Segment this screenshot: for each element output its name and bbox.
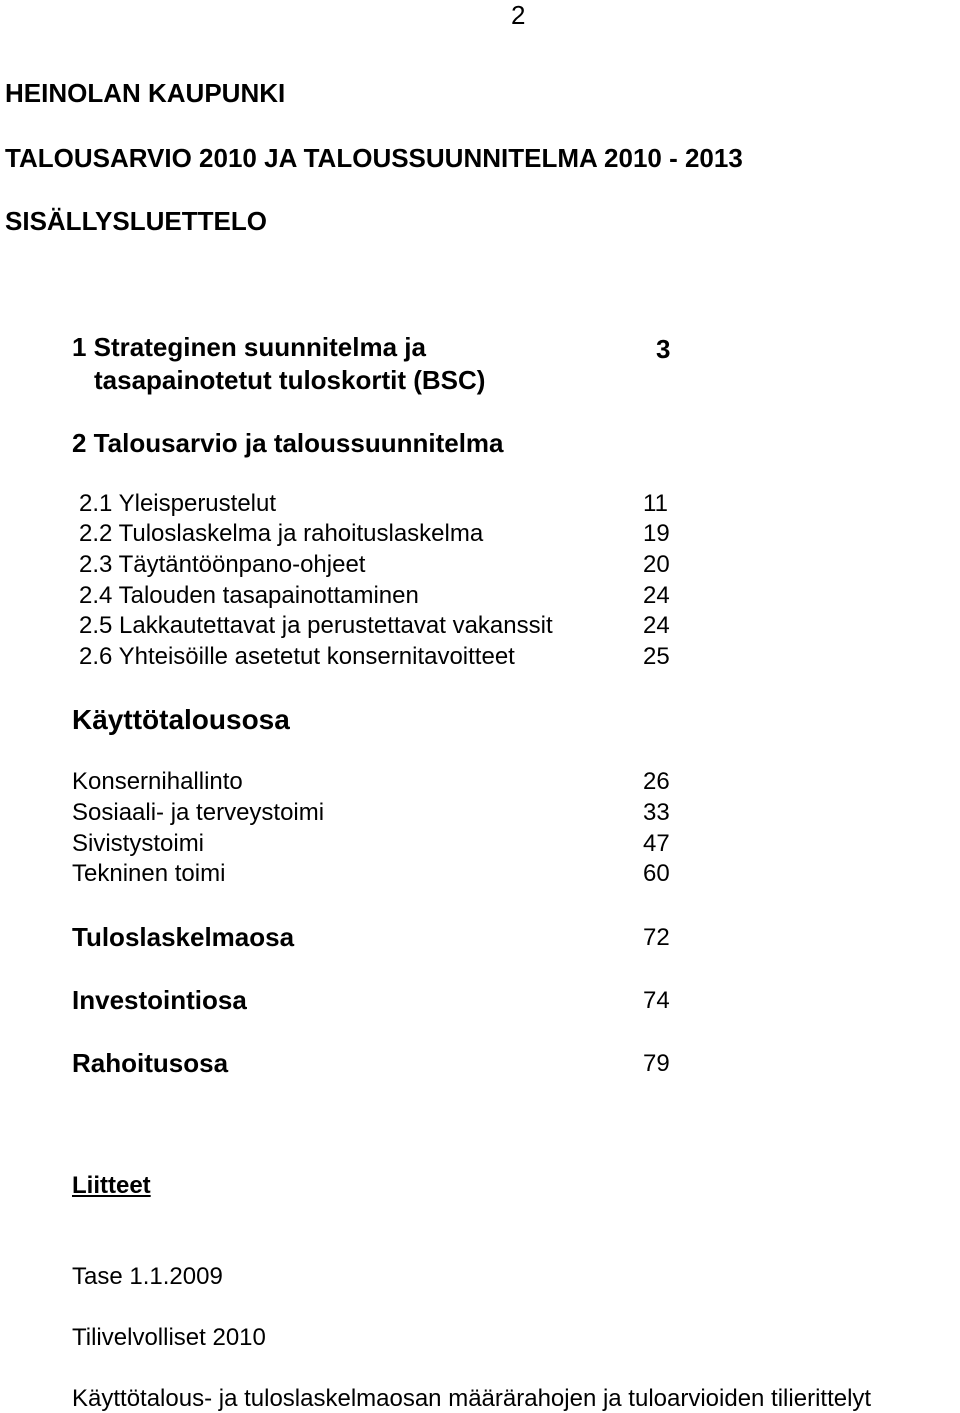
- attachment-item: Käyttötalous- ja tuloslaskelmaosan määrärahojen ja tuloarvioiden tilierittelyt: [72, 1385, 872, 1412]
- page-number: 2: [511, 0, 526, 30]
- organization-name: HEINOLAN KAUPUNKI: [5, 78, 286, 108]
- toc-entry-page: 24: [643, 582, 670, 609]
- toc-entry-page: 19: [643, 520, 670, 547]
- toc-entry-page: 11: [643, 490, 668, 517]
- toc-section-2-heading: 2 Talousarvio ja taloussuunnitelma: [72, 428, 504, 458]
- toc-entry-page: 20: [643, 551, 670, 578]
- toc-entry-label: 2.1 Yleisperustelut: [79, 490, 277, 517]
- attachment-item: Tase 1.1.2009: [72, 1263, 223, 1290]
- toc-entry-label: 1 Strateginen suunnitelma ja: [72, 332, 426, 362]
- document-title: TALOUSARVIO 2010 JA TALOUSSUUNNITELMA 2010 - 2013: [5, 143, 743, 173]
- toc-entry-label: 2.3 Täytäntöönpano-ohjeet: [79, 551, 366, 578]
- toc-entry-page: 24: [643, 612, 670, 639]
- toc-kayttotalous-heading: Käyttötalousosa: [72, 704, 290, 735]
- toc-entry-label: Sivistystoimi: [72, 830, 205, 857]
- toc-entry-label: Tekninen toimi: [72, 860, 226, 887]
- attachment-item: Tilivelvolliset 2010: [72, 1324, 266, 1351]
- toc-entry-page: 26: [643, 768, 670, 795]
- toc-entry-page: 25: [643, 643, 670, 670]
- toc-entry-label-continued: tasapainotetut tuloskortit (BSC): [94, 365, 486, 395]
- toc-entry-label: 2.5 Lakkautettavat ja perustettavat vakanssit: [79, 612, 553, 639]
- toc-entry-page: 79: [643, 1050, 670, 1077]
- toc-entry-page: 60: [643, 860, 670, 887]
- toc-entry-page: 3: [656, 334, 671, 364]
- toc-entry-page: 47: [643, 830, 670, 857]
- toc-entry-page: 74: [643, 987, 670, 1014]
- toc-entry-label: 2.4 Talouden tasapainottaminen: [79, 582, 419, 609]
- toc-entry-label: Investointiosa: [72, 985, 247, 1015]
- toc-entry-page: 33: [643, 799, 670, 826]
- toc-liitteet-heading: Liitteet: [72, 1172, 151, 1199]
- toc-entry-label: Sosiaali- ja terveystoimi: [72, 799, 325, 826]
- toc-entry-label: Rahoitusosa: [72, 1048, 229, 1078]
- toc-entry-page: 72: [643, 924, 670, 951]
- toc-entry-label: 2.2 Tuloslaskelma ja rahoituslaskelma: [79, 520, 484, 547]
- toc-entry-label: Tuloslaskelmaosa: [72, 922, 295, 952]
- toc-entry-label: Konsernihallinto: [72, 768, 243, 795]
- toc-entry-label: 2.6 Yhteisöille asetetut konsernitavoitteet: [79, 643, 515, 670]
- toc-title: SISÄLLYSLUETTELO: [5, 206, 267, 236]
